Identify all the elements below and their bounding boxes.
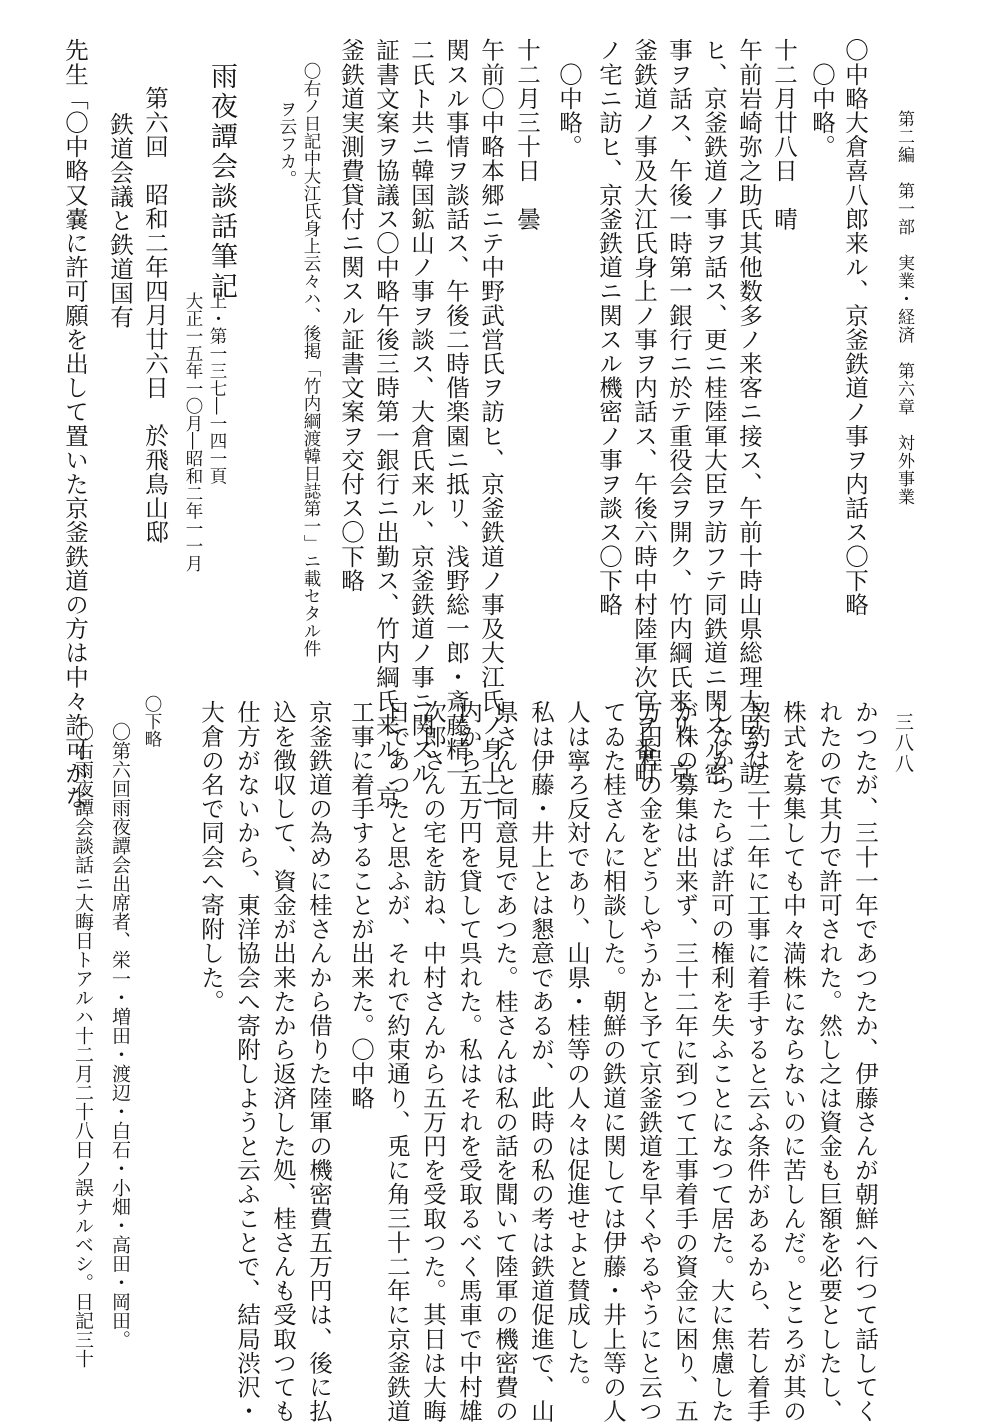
section-title: 雨夜譚会談話筆記 (206, 62, 237, 302)
lower-line-8: てゐた桂さんに相談した。朝鮮の鉄道に関しては伊藤・井上等の人 (599, 700, 627, 1423)
lower-line-19: 大倉の名で同会へ寄附した。 (197, 700, 225, 1014)
lower-line-18: 仕方がないから、東洋協会へ寄附しようと云ふことで、結局渋沢・ (233, 700, 261, 1423)
session-info: 第六回 昭和二年四月廿六日 於飛鳥山邸 (141, 86, 169, 544)
lower-line-10: 私は伊藤・井上とは懇意であるが、此時の私の考は鉄道促進で、山 (527, 700, 555, 1423)
lower-line-16: 京釜鉄道の為めに桂さんから借りた陸軍の機密費五万円は、後に払 (305, 700, 333, 1423)
lower-line-11: 県さんと同意見であつた。桂さんは私の話を聞いて陸軍の機密費の (491, 700, 519, 1423)
source-reference-2: 大正一五年一〇月―昭和二年一一月 (183, 292, 203, 572)
upper-note-2: ヲ云フカ。 (277, 100, 297, 188)
lower-line-7: 万円程の金をどうしやうかと予て京釜鉄道を早くやるやうにと云つ (635, 700, 663, 1423)
running-head: 第二編 第一部 実業・経済 第六章 対外事業 (894, 110, 914, 506)
lower-line-2: れたので其力で許可された。然し之は資金も巨額を必要としたし、 (815, 700, 843, 1423)
upper-line-8: ノ宅ニ訪ヒ、京釜鉄道ニ関スル機密ノ事ヲ談ス〇下略 (595, 38, 623, 617)
upper-line-7: 釜鉄道ノ事及大江氏身上ノ事ヲ内話ス、午後六時中村陸軍次官ヲ番町 (630, 38, 658, 786)
upper-line-2: 〇中略。 (808, 38, 836, 159)
lower-line-13: 次郎さんの宅を訪ね、中村さんから五万円を受取つた。其日は大晦 (419, 700, 447, 1423)
upper-line-15: 釜鉄道実測費貸付ニ関スル証書文案ヲ交付ス〇下略 (337, 38, 365, 593)
lower-note-2: 〇右雨夜譚会談話ニ大晦日トアルハ十二月二十八日ノ誤ナルベシ。日記三十 (72, 722, 94, 1368)
upper-line-12: 関スル事情ヲ談話ス、午後二時偕楽園ニ抵リ、浅野総一郎・斎藤精一 (442, 38, 470, 786)
lower-omission-marker: 〇下略 (142, 695, 162, 748)
session-topic: 鉄道会議と鉄道国有 (106, 112, 134, 329)
lower-line-12: 内から五万円を貸して呉れた。私はそれを受取るべく馬車で中村雄 (455, 700, 483, 1423)
upper-note-1: 〇右ノ日記中大江氏身上云々ハ、後掲「竹内綱渡韓日誌第一」ニ載セタル件 (301, 62, 321, 657)
upper-line-1: 〇中略大倉喜八郎来ル、京釜鉄道ノ事ヲ内話ス〇下略 (841, 38, 869, 617)
lower-line-3: 株式を募集しても中々満株にならないのに苦しんだ。ところが其の (779, 700, 807, 1423)
upper-line-10: 十二月三十日 曇 (513, 38, 541, 231)
lower-line-6: が株の募集は出来ず、三十二年に到つて工事着手の資金に困り、五 (671, 700, 699, 1423)
lower-line-17: 込を徴収して、資金が出来たから返済した処、桂さんも受取つても (269, 700, 297, 1423)
upper-line-5: ヒ、京釜鉄道ノ事ヲ話ス、更ニ桂陸軍大臣ヲ訪フテ同鉄道ニ関スル密 (700, 38, 728, 786)
lower-line-4: 契約は三十二年に工事に着手すると云ふ条件があるから、若し着手 (743, 700, 771, 1423)
lower-line-1: かつたが、三十一年であつたか、伊藤さんが朝鮮へ行つて話してく (851, 700, 879, 1423)
lower-line-14: 日であつたと思ふが、それで約束通り、兎に角三十二年に京釜鉄道 (383, 700, 411, 1423)
upper-line-6: 事ヲ話ス、午後一時第一銀行ニ於テ重役会ヲ開ク、竹内綱氏来リ、京 (665, 38, 693, 786)
upper-line-3: 十二月廿八日 晴 (770, 38, 798, 231)
lower-note-1: 〇第六回雨夜譚会出席者、栄一・増田・渡辺・白石・小畑・高田・岡田。 (109, 722, 131, 1349)
source-reference-1: 上・第一三七―一四一頁 (207, 292, 227, 485)
upper-line-13: 二氏ト共ニ韓国鉱山ノ事ヲ談ス、大倉氏来ル、京釜鉄道ノ事ニ関スル (407, 38, 435, 786)
upper-line-9: 〇中略。 (555, 38, 583, 159)
lower-line-15: 工事に着手することが出来た。〇中略 (347, 700, 375, 1110)
lower-line-9: 人は寧ろ反対であり、山県・桂等の人々は促進せよと賛成した。 (563, 700, 591, 1399)
page-number: 三八八 (892, 712, 914, 775)
upper-line-11: 午前〇中略本郷ニテ中野武営氏ヲ訪ヒ、京釜鉄道ノ事及大江氏ノ身上ニ (477, 38, 505, 810)
upper-line-14: 証書文案ヲ協議ス〇中略午後三時第一銀行ニ出勤ス、竹内綱氏来ル、京 (372, 38, 400, 810)
upper-last-line: 先生「〇中略又嚢に許可願を出して置いた京釜鉄道の方は中々許可がな (61, 38, 89, 810)
lower-line-5: しなかつたらば許可の権利を失ふことになつて居た。大に焦慮した (707, 700, 735, 1423)
upper-line-4: 午前岩崎弥之助氏其他数多ノ来客ニ接ス、午前十時山県総理大臣ヲ訪 (735, 38, 763, 786)
